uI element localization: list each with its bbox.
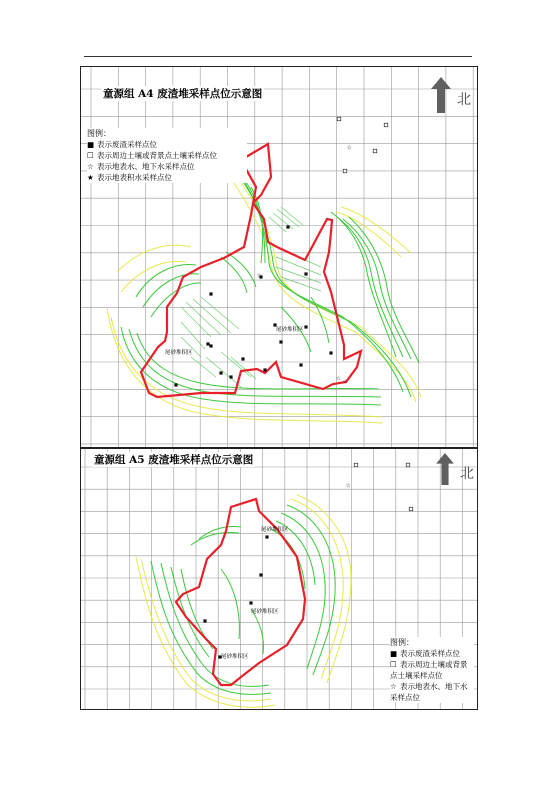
legend-text: 表示地表积水采样点位 — [97, 173, 172, 182]
map-panel-a4 — [80, 66, 478, 448]
waste-sample-point — [279, 340, 282, 343]
map-title-a5: 童源组 A5 废渣堆采样点位示意图 — [94, 454, 254, 466]
legend-item — [390, 648, 474, 659]
north-label: 北 — [460, 466, 474, 482]
map-panel-a5 — [80, 448, 478, 710]
soil-sample-point — [343, 169, 347, 173]
hollow-square-icon: ☐ — [87, 151, 94, 160]
area-label-a5-1: 尾砂堆积区 — [261, 527, 289, 533]
waste-sample-point — [174, 383, 177, 386]
water-sample-point: ☆ — [346, 144, 352, 152]
legend-item — [87, 161, 247, 172]
legend-item — [87, 150, 247, 161]
waste-sample-point — [219, 371, 222, 374]
waste-sample-point — [259, 573, 262, 576]
map-grid — [81, 67, 477, 447]
waste-sample-point — [304, 272, 307, 275]
legend-title: 图例： — [87, 129, 111, 138]
legend-item — [390, 681, 474, 692]
area-label-a5-2: 尾砂堆积区 — [251, 609, 279, 615]
waste-sample-point — [265, 535, 268, 538]
legend-a4 — [87, 128, 247, 183]
legend-item — [87, 172, 247, 183]
legend-a5 — [390, 637, 474, 703]
area-label-a4-2: 尾砂堆积区 — [165, 350, 193, 356]
waste-sample-point — [304, 325, 307, 328]
legend-text: 采样点位 — [390, 693, 420, 702]
solid-square-icon: ■ — [87, 140, 95, 149]
water-sample-point: ☆ — [335, 375, 341, 383]
waste-sample-point — [206, 342, 209, 345]
waste-sample-point — [209, 344, 212, 347]
soil-sample-point — [406, 463, 410, 467]
legend-text: 表示废渣采样点位 — [400, 649, 460, 658]
area-label-a4-1: 尾砂堆积区 — [276, 327, 304, 333]
soil-sample-point — [384, 123, 388, 127]
legend-text: 表示周边土壤或背景点土壤采样点位 — [97, 151, 217, 160]
soil-sample-point — [354, 463, 358, 467]
water-sample-point: ☆ — [342, 378, 348, 386]
legend-text: 表示地表水、地下水 — [400, 682, 468, 691]
legend-text: 表示废渣采样点位 — [97, 140, 157, 149]
legend-item — [87, 139, 247, 150]
soil-sample-point — [373, 149, 377, 153]
north-label: 北 — [457, 92, 471, 108]
waste-sample-point — [286, 225, 289, 228]
legend-item — [390, 670, 474, 681]
header-rule — [84, 56, 472, 57]
legend-text: 表示周边土壤或背景 — [400, 660, 468, 669]
water-sample-point: ☆ — [256, 272, 262, 280]
solid-square-icon: ■ — [390, 649, 398, 658]
waste-sample-point — [229, 375, 232, 378]
area-label-a5-3: 尾砂堆积区 — [221, 654, 249, 660]
waste-sample-point — [329, 351, 332, 354]
waste-sample-point — [263, 368, 266, 371]
legend-text: 表示地表水、地下水采样点位 — [97, 162, 195, 171]
solid-star-icon: ★ — [87, 173, 94, 182]
legend-title: 图例： — [390, 638, 414, 647]
contour-yellow — [107, 167, 421, 423]
waste-sample-point — [241, 357, 244, 360]
waste-sample-point — [249, 601, 252, 604]
hollow-star-icon: ☆ — [87, 162, 94, 171]
map-a4-canvas — [81, 67, 477, 447]
north-arrow-icon — [431, 77, 451, 113]
legend-item — [390, 692, 474, 703]
sampling-points-a5 — [203, 463, 412, 658]
legend-text: 点土壤采样点位 — [390, 671, 443, 680]
waste-sample-point — [203, 619, 206, 622]
soil-sample-point — [409, 507, 413, 511]
hollow-square-icon: ☐ — [390, 660, 397, 669]
map-title-a4: 童源组 A4 废渣堆采样点位示意图 — [103, 88, 263, 100]
soil-sample-point — [337, 117, 341, 121]
waste-sample-point — [209, 292, 212, 295]
legend-item — [390, 659, 474, 670]
hollow-star-icon: ☆ — [390, 682, 397, 691]
north-arrow-icon — [436, 453, 454, 485]
water-sample-point: ☆ — [345, 482, 351, 490]
waste-sample-point — [299, 363, 302, 366]
contour-green — [121, 172, 419, 405]
